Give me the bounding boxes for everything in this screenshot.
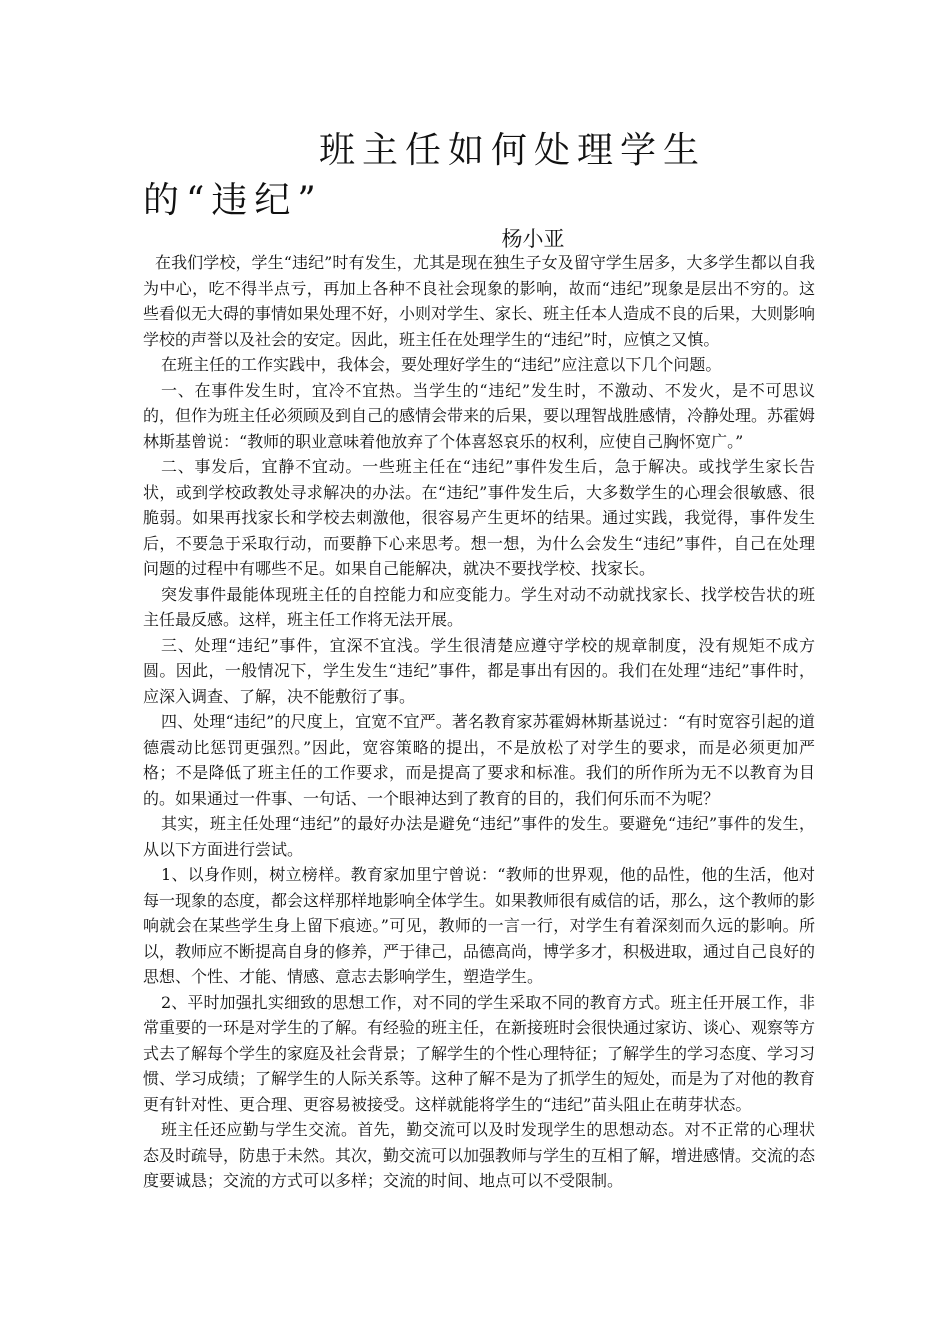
paragraph: 1、以身作则，树立榜样。教育家加里宁曾说：“教师的世界观，他的品性，他的生活，他对每一现象的态度，都会这样那样地影响全体学生。如果教师很有威信的话，那么，这个教师的影响就会在某些学生身上留下痕迹。”可见，教师的一言一行，对学生有着深刻而久远的影响。所以，教师应不断提高自身的修养，严于律己，品德高尚，博学多才，积极进取，通过自己良好的思想、个性、才能、情感、意志去影响学生，塑造学生。 bbox=[143, 865, 816, 986]
paragraph: 突发事件最能体现班主任的自控能力和应变能力。学生对动不动就找家长、找学校告状的班主任最反感。这样，班主任工作将无法开展。 bbox=[143, 584, 815, 629]
paragraph: 四、处理“违纪”的尺度上，宜宽不宜严。著名教育家苏霍姆林斯基说过：“有时宽容引起的道德震动比惩罚更强烈。”因此，宽容策略的提出，不是放松了对学生的要求，而是必须更加严格；不是降低了班主任的工作要求，而是提高了要求和标准。我们的所作所为无不以教育为目的。如果通过一件事、一句话、一个眼神达到了教育的目的，我们何乐而不为呢？ bbox=[143, 712, 815, 808]
paragraph: 班主任还应勤与学生交流。首先，勤交流可以及时发现学生的思想动态。对不正常的心理状态及时疏导，防患于未然。其次，勤交流可以加强教师与学生的互相了解，增进感情。交流的态度要诚恳；交流的方式可以多样；交流的时间、地点可以不受限制。 bbox=[143, 1120, 816, 1190]
paragraph: 2、平时加强扎实细致的思想工作，对不同的学生采取不同的教育方式。班主任开展工作，非常重要的一环是对学生的了解。有经验的班主任，在新接班时会很快通过家访、谈心、观察等方式去了解每个学生的家庭及社会背景；了解学生的个性心理特征；了解学生的学习态度、学习习惯、学习成绩；了解学生的人际关系等。这种了解不是为了抓学生的短处，而是为了对他的教育更有针对性、更合理、更容易被接受。这样就能将学生的“违纪”苗头阻止在萌芽状态。 bbox=[143, 992, 816, 1114]
paragraph: 二、事发后，宜静不宜动。一些班主任在“违纪”事件发生后，急于解决。或找学生家长告状，或到学校政教处寻求解决的办法。在“违纪”事件发生后，大多数学生的心理会很敏感、很脆弱。如果再找家长和学校去刺激他，很容易产生更坏的结果。通过实践，我觉得，事件发生后，不要急于采取行动，而要静下心来思考。想一想，为什么会发生“违纪”事件，自己在处理问题的过程中有哪些不足。如果自己能解决，就决不要找学校、找家长。 bbox=[143, 457, 815, 578]
document-title: 班主任如何处理学生的“违纪” bbox=[143, 130, 707, 221]
paragraph: 其实，班主任处理“违纪”的最好办法是避免“违纪”事件的发生。要避免“违纪”事件的发生，从以下方面进行尝试。 bbox=[143, 814, 815, 859]
paragraph: 在我们学校，学生“违纪”时有发生，尤其是现在独生子女及留守学生居多，大多学生都以自我为中心，吃不得半点亏，再加上各种不良社会现象的影响，故而“违纪”现象是层出不穷的。这些看似无大碍的事情如果处理不好，小则对学生、家长、班主任本人造成不良的后果，大则影响学校的声誉以及社会的安定。因此，班主任在处理学生的“违纪”时，应慎之又慎。 bbox=[143, 253, 816, 349]
paragraph: 一、在事件发生时，宜冷不宜热。当学生的“违纪”发生时，不激动、不发火，是不可思议的，但作为班主任必须顾及到自己的感情会带来的后果，要以理智战胜感情，冷静处理。苏霍姆林斯基曾说：“教师的职业意味着他放弃了个体喜怒哀乐的权利，应使自己胸怀宽广。” bbox=[143, 380, 816, 451]
document-body bbox=[143, 250, 815, 1194]
paragraph: 在班主任的工作实践中，我体会，要处理好学生的“违纪”应注意以下几个问题。 bbox=[161, 355, 722, 374]
document-author: 杨小亚 bbox=[501, 227, 565, 251]
paragraph: 三、处理“违纪”事件，宜深不宜浅。学生很清楚应遵守学校的规章制度，没有规矩不成方圆。因此，一般情况下，学生发生“违纪”事件，都是事出有因的。我们在处理“违纪”事件时，应深入调查、了解，决不能敷衍了事。 bbox=[143, 635, 815, 706]
